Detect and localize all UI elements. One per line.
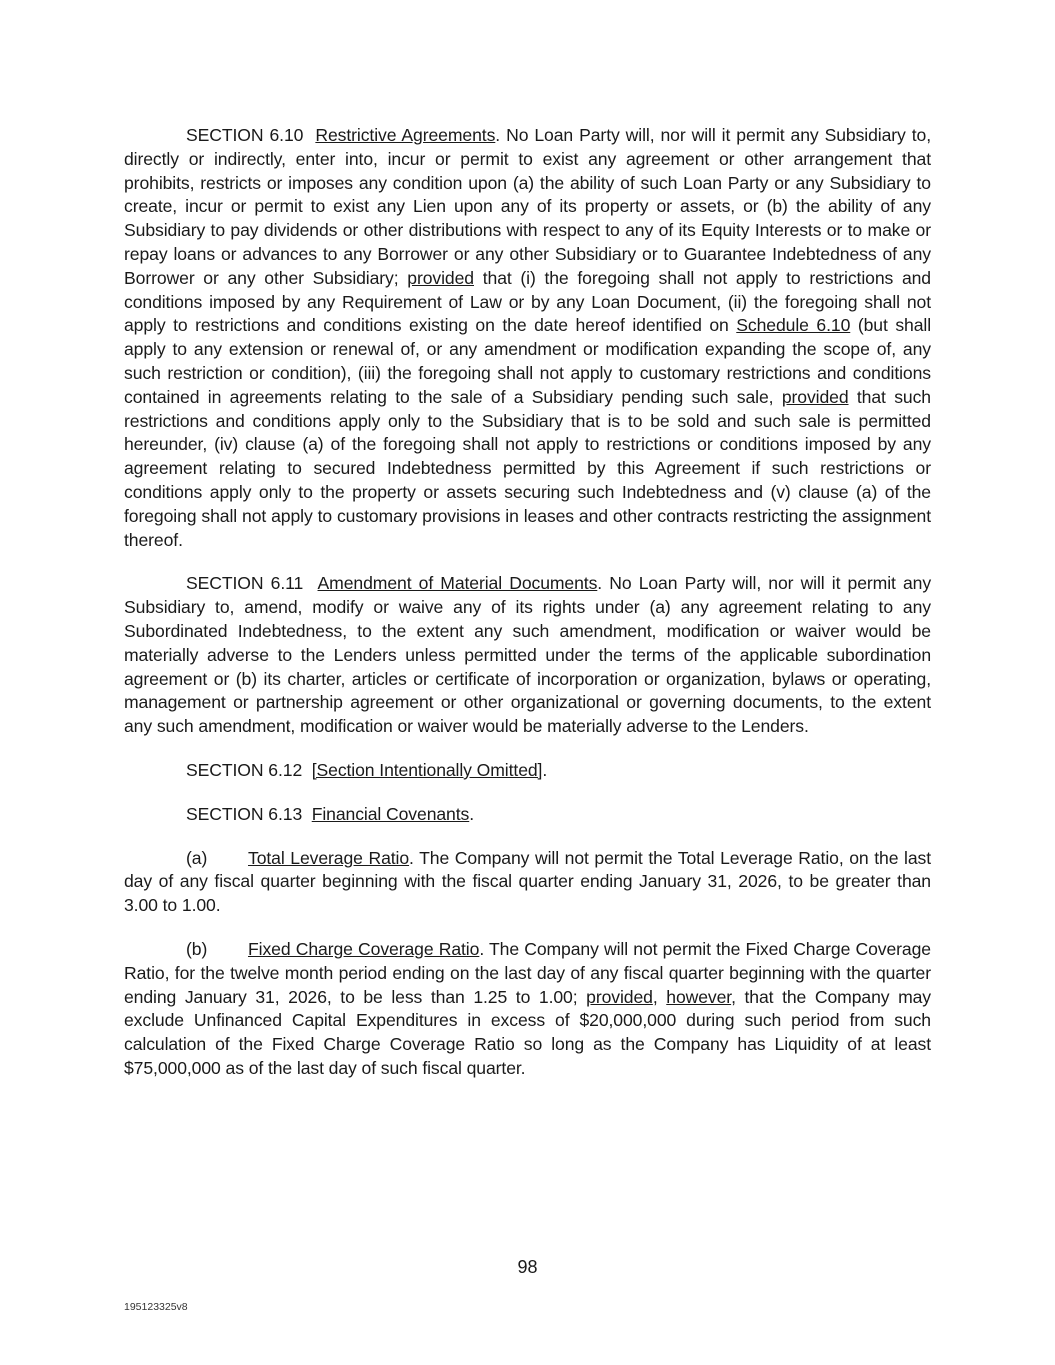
section-6-13-heading: SECTION 6.13 bbox=[186, 803, 303, 824]
clause-b-text-1: . The Company will not permit the Fixed Charge Coverage Ratio, for the twelve month period ending on the last day of any fiscal quarter beginning with the quarter ending January 31, 2026, to be less than 1.25 to 1.00; bbox=[124, 938, 931, 1007]
clause-b-comma: , bbox=[652, 986, 667, 1007]
section-6-10-text-1: . No Loan Party will, nor will it permit any Subsidiary to, directly or indirectly, enter into, incur or permit to exist any agreement or other arrangement that prohibits, restricts or imposes any condition upon (a) the ability of such Loan Party or any Subsidiary to create, incur or permit to exist any Lien upon any of its property or assets, or (b) the ability of any Subsidiary to pay dividends or other distributions with respect to any of its Equity Interests or to make or repay loans or advances to any Borrower or any other Subsidiary or to Guarantee Indebtedness of any Borrower or any other Subsidiary; bbox=[124, 125, 932, 288]
clause-a-paragraph bbox=[124, 847, 931, 918]
clause-a-text: . The Company will not permit the Total Leverage Ratio, on the last day of any fiscal quarter beginning with the fiscal quarter ending January 31, 2026, to be greater than 3.00 to 1.00. bbox=[124, 847, 931, 916]
clause-b-text-2: , that the Company may exclude Unfinanced Capital Expenditures in excess of $20,000,000 during such period from such calculation of the Fixed Charge Coverage Ratio so long as the Company has Liquidity of at least $75,000,000 as of the last day of such fiscal quarter. bbox=[124, 986, 932, 1078]
section-6-12-suffix: . bbox=[542, 759, 548, 780]
document-id: 195123325v8 bbox=[124, 1301, 188, 1313]
clause-b-provided: provided bbox=[586, 986, 653, 1007]
section-6-10-text-2: that (i) the foregoing shall not apply to restrictions and conditions imposed by any Requirement of Law or by any Loan Document, (ii) the foregoing shall not apply to restrictions and conditions existing on the date hereof identified on bbox=[124, 267, 931, 336]
section-6-10-paragraph bbox=[124, 124, 931, 552]
section-6-10-text-3: (but shall apply to any extension or renewal of, or any amendment or modification expanding the scope of, any such restriction or condition), (iii) the foregoing shall not apply to customary restrictions and conditions contained in agreements relating to the sale of a Subsidiary pending such sale, bbox=[124, 315, 931, 407]
section-6-11-heading: SECTION 6.11 bbox=[186, 573, 304, 594]
section-6-13-title: Financial Covenants bbox=[311, 803, 470, 824]
section-6-10-title: Restrictive Agreements bbox=[315, 125, 496, 145]
document-body bbox=[124, 124, 931, 1101]
section-6-12-title: [Section Intentionally Omitted] bbox=[311, 759, 543, 780]
clause-b-label: (b) bbox=[186, 938, 208, 959]
clause-a-title: Total Leverage Ratio bbox=[248, 847, 410, 868]
clause-a-label: (a) bbox=[186, 847, 208, 868]
section-6-13-suffix: . bbox=[469, 803, 475, 824]
section-6-10-provided-1: provided bbox=[407, 267, 474, 288]
section-6-13-paragraph bbox=[124, 803, 931, 827]
clause-b-paragraph bbox=[124, 938, 931, 1081]
clause-b-however: however bbox=[666, 986, 732, 1007]
section-6-12-paragraph bbox=[124, 759, 931, 783]
section-6-11-text: . No Loan Party will, nor will it permit any Subsidiary to, amend, modify or waive any of its rights under (a) any agreement relating to any Subordinated Indebtedness, to the extent any such amendment, modification or waiver would be materially adverse to the Lenders unless permitted under the terms of the applicable subordination agreement or (b) its charter, articles or certificate of incorporation or organization, bylaws or operating, management or partnership agreement or other organizational or governing documents, to the extent any such amendment, modification or waiver would be materially adverse to the Lenders. bbox=[124, 573, 932, 737]
section-6-11-paragraph bbox=[124, 572, 931, 739]
clause-b-title: Fixed Charge Coverage Ratio bbox=[248, 938, 480, 959]
section-6-10-heading: SECTION 6.10 bbox=[186, 125, 304, 145]
schedule-6-10-reference: Schedule 6.10 bbox=[736, 315, 851, 336]
section-6-11-title: Amendment of Material Documents bbox=[317, 573, 598, 594]
section-6-12-heading: SECTION 6.12 bbox=[186, 759, 303, 780]
page-number: 98 bbox=[517, 1257, 538, 1277]
section-6-10-provided-2: provided bbox=[781, 386, 849, 407]
section-6-10-text-4: that such restrictions and conditions apply only to the Subsidiary that is to be sold and such sale is permitted hereunder, (iv) clause (a) of the foregoing shall not apply to restrictions or conditions imposed by any agreement relating to secured Indebtedness permitted by this Agreement if such restrictions or conditions apply only to the property or assets securing such Indebtedness and (v) clause (a) of the foregoing shall not apply to customary provisions in leases and other contracts restricting the assignment thereof. bbox=[124, 386, 931, 550]
